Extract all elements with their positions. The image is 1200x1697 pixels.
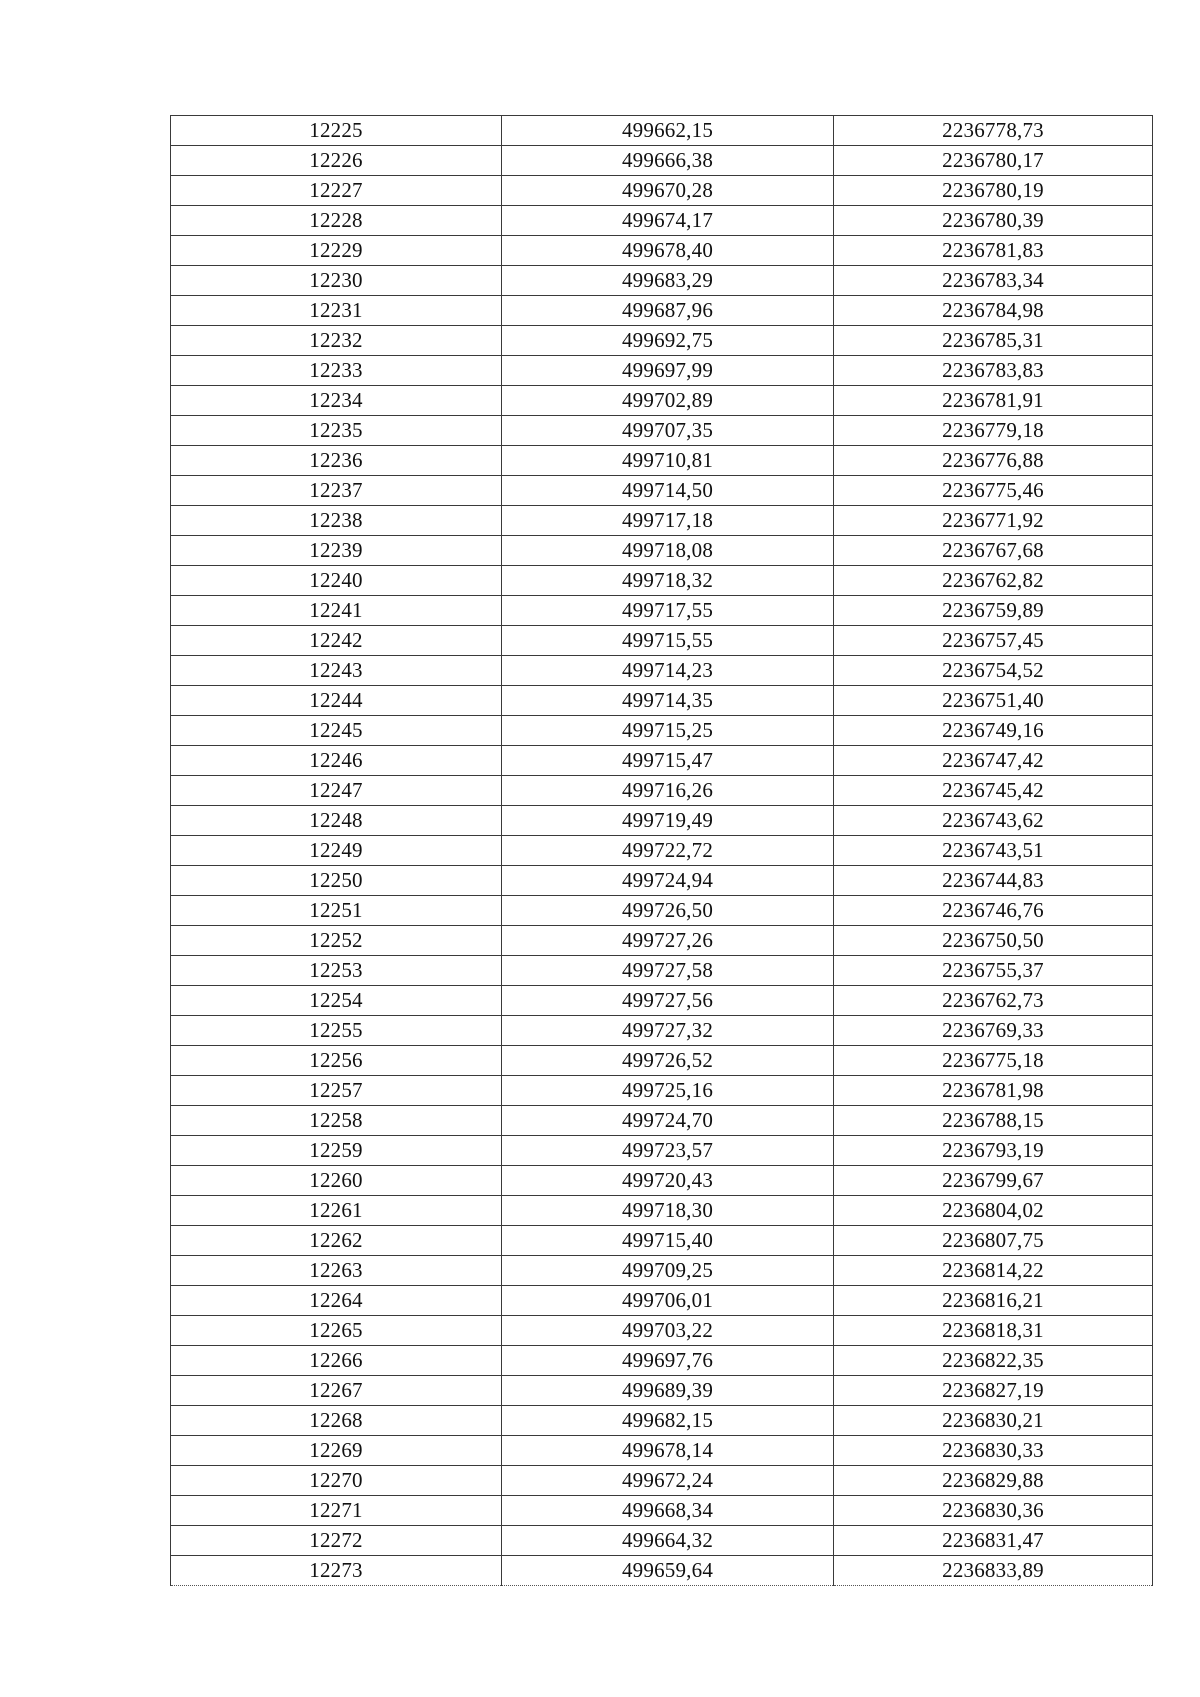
point-number-cell: 12253 [171, 956, 502, 986]
x-coordinate-cell: 499710,81 [502, 446, 834, 476]
point-number-cell: 12257 [171, 1076, 502, 1106]
x-coordinate-cell: 499678,40 [502, 236, 834, 266]
y-coordinate-cell: 2236822,35 [834, 1346, 1153, 1376]
point-number-cell: 12232 [171, 326, 502, 356]
y-coordinate-cell: 2236776,88 [834, 446, 1153, 476]
table-row [171, 806, 1153, 836]
table-row [171, 926, 1153, 956]
table-row [171, 416, 1153, 446]
table-row [171, 1526, 1153, 1556]
table-row [171, 1376, 1153, 1406]
x-coordinate-cell: 499727,56 [502, 986, 834, 1016]
y-coordinate-cell: 2236775,18 [834, 1046, 1153, 1076]
point-number-cell: 12240 [171, 566, 502, 596]
x-coordinate-cell: 499720,43 [502, 1166, 834, 1196]
x-coordinate-cell: 499718,32 [502, 566, 834, 596]
x-coordinate-cell: 499702,89 [502, 386, 834, 416]
y-coordinate-cell: 2236827,19 [834, 1376, 1153, 1406]
table-row [171, 836, 1153, 866]
point-number-cell: 12249 [171, 836, 502, 866]
y-coordinate-cell: 2236831,47 [834, 1526, 1153, 1556]
y-coordinate-cell: 2236784,98 [834, 296, 1153, 326]
x-coordinate-cell: 499718,30 [502, 1196, 834, 1226]
point-number-cell: 12270 [171, 1466, 502, 1496]
table-row [171, 1076, 1153, 1106]
table-row [171, 1436, 1153, 1466]
y-coordinate-cell: 2236775,46 [834, 476, 1153, 506]
point-number-cell: 12246 [171, 746, 502, 776]
point-number-cell: 12245 [171, 716, 502, 746]
x-coordinate-cell: 499697,99 [502, 356, 834, 386]
x-coordinate-cell: 499666,38 [502, 146, 834, 176]
table-row [171, 686, 1153, 716]
x-coordinate-cell: 499706,01 [502, 1286, 834, 1316]
x-coordinate-cell: 499718,08 [502, 536, 834, 566]
point-number-cell: 12273 [171, 1556, 502, 1586]
table-row [171, 176, 1153, 206]
y-coordinate-cell: 2236767,68 [834, 536, 1153, 566]
table-row [171, 1226, 1153, 1256]
table-row [171, 356, 1153, 386]
table-row [171, 1256, 1153, 1286]
y-coordinate-cell: 2236799,67 [834, 1166, 1153, 1196]
table-row [171, 266, 1153, 296]
y-coordinate-cell: 2236783,34 [834, 266, 1153, 296]
x-coordinate-cell: 499659,64 [502, 1556, 834, 1586]
y-coordinate-cell: 2236759,89 [834, 596, 1153, 626]
y-coordinate-cell: 2236830,21 [834, 1406, 1153, 1436]
y-coordinate-cell: 2236788,15 [834, 1106, 1153, 1136]
point-number-cell: 12250 [171, 866, 502, 896]
y-coordinate-cell: 2236755,37 [834, 956, 1153, 986]
y-coordinate-cell: 2236793,19 [834, 1136, 1153, 1166]
table-row [171, 236, 1153, 266]
y-coordinate-cell: 2236804,02 [834, 1196, 1153, 1226]
point-number-cell: 12225 [171, 116, 502, 146]
x-coordinate-cell: 499725,16 [502, 1076, 834, 1106]
table-row [171, 596, 1153, 626]
table-row [171, 1556, 1153, 1586]
x-coordinate-cell: 499670,28 [502, 176, 834, 206]
y-coordinate-cell: 2236762,82 [834, 566, 1153, 596]
y-coordinate-cell: 2236833,89 [834, 1556, 1153, 1586]
point-number-cell: 12227 [171, 176, 502, 206]
x-coordinate-cell: 499707,35 [502, 416, 834, 446]
y-coordinate-cell: 2236829,88 [834, 1466, 1153, 1496]
y-coordinate-cell: 2236778,73 [834, 116, 1153, 146]
x-coordinate-cell: 499717,55 [502, 596, 834, 626]
point-number-cell: 12237 [171, 476, 502, 506]
y-coordinate-cell: 2236785,31 [834, 326, 1153, 356]
y-coordinate-cell: 2236780,39 [834, 206, 1153, 236]
table-row [171, 476, 1153, 506]
table-row [171, 446, 1153, 476]
table-row [171, 896, 1153, 926]
y-coordinate-cell: 2236783,83 [834, 356, 1153, 386]
point-number-cell: 12262 [171, 1226, 502, 1256]
table-row [171, 866, 1153, 896]
point-number-cell: 12256 [171, 1046, 502, 1076]
table-row [171, 506, 1153, 536]
x-coordinate-cell: 499668,34 [502, 1496, 834, 1526]
point-number-cell: 12228 [171, 206, 502, 236]
x-coordinate-cell: 499683,29 [502, 266, 834, 296]
table-row [171, 1286, 1153, 1316]
table-row [171, 746, 1153, 776]
x-coordinate-cell: 499717,18 [502, 506, 834, 536]
y-coordinate-cell: 2236750,50 [834, 926, 1153, 956]
y-coordinate-cell: 2236746,76 [834, 896, 1153, 926]
x-coordinate-cell: 499727,26 [502, 926, 834, 956]
table-row [171, 1046, 1153, 1076]
x-coordinate-cell: 499714,35 [502, 686, 834, 716]
point-number-cell: 12263 [171, 1256, 502, 1286]
point-number-cell: 12230 [171, 266, 502, 296]
y-coordinate-cell: 2236780,19 [834, 176, 1153, 206]
x-coordinate-cell: 499719,49 [502, 806, 834, 836]
y-coordinate-cell: 2236754,52 [834, 656, 1153, 686]
y-coordinate-cell: 2236771,92 [834, 506, 1153, 536]
table-row [171, 986, 1153, 1016]
x-coordinate-cell: 499678,14 [502, 1436, 834, 1466]
table-row [171, 536, 1153, 566]
y-coordinate-cell: 2236743,62 [834, 806, 1153, 836]
point-number-cell: 12271 [171, 1496, 502, 1526]
coordinates-table-body [171, 116, 1153, 1586]
x-coordinate-cell: 499726,50 [502, 896, 834, 926]
x-coordinate-cell: 499723,57 [502, 1136, 834, 1166]
x-coordinate-cell: 499727,58 [502, 956, 834, 986]
x-coordinate-cell: 499709,25 [502, 1256, 834, 1286]
point-number-cell: 12268 [171, 1406, 502, 1436]
point-number-cell: 12269 [171, 1436, 502, 1466]
point-number-cell: 12234 [171, 386, 502, 416]
x-coordinate-cell: 499715,40 [502, 1226, 834, 1256]
y-coordinate-cell: 2236814,22 [834, 1256, 1153, 1286]
table-row [171, 626, 1153, 656]
point-number-cell: 12258 [171, 1106, 502, 1136]
y-coordinate-cell: 2236762,73 [834, 986, 1153, 1016]
x-coordinate-cell: 499692,75 [502, 326, 834, 356]
x-coordinate-cell: 499715,25 [502, 716, 834, 746]
table-row [171, 326, 1153, 356]
y-coordinate-cell: 2236830,36 [834, 1496, 1153, 1526]
point-number-cell: 12244 [171, 686, 502, 716]
y-coordinate-cell: 2236779,18 [834, 416, 1153, 446]
table-row [171, 1496, 1153, 1526]
y-coordinate-cell: 2236744,83 [834, 866, 1153, 896]
x-coordinate-cell: 499697,76 [502, 1346, 834, 1376]
table-row [171, 1316, 1153, 1346]
table-row [171, 1136, 1153, 1166]
point-number-cell: 12226 [171, 146, 502, 176]
x-coordinate-cell: 499703,22 [502, 1316, 834, 1346]
x-coordinate-cell: 499722,72 [502, 836, 834, 866]
y-coordinate-cell: 2236816,21 [834, 1286, 1153, 1316]
table-row [171, 1196, 1153, 1226]
point-number-cell: 12239 [171, 536, 502, 566]
x-coordinate-cell: 499727,32 [502, 1016, 834, 1046]
x-coordinate-cell: 499724,94 [502, 866, 834, 896]
table-row [171, 1466, 1153, 1496]
point-number-cell: 12247 [171, 776, 502, 806]
point-number-cell: 12233 [171, 356, 502, 386]
x-coordinate-cell: 499662,15 [502, 116, 834, 146]
point-number-cell: 12255 [171, 1016, 502, 1046]
y-coordinate-cell: 2236818,31 [834, 1316, 1153, 1346]
x-coordinate-cell: 499724,70 [502, 1106, 834, 1136]
table-row [171, 656, 1153, 686]
table-row [171, 386, 1153, 416]
y-coordinate-cell: 2236830,33 [834, 1436, 1153, 1466]
point-number-cell: 12238 [171, 506, 502, 536]
point-number-cell: 12254 [171, 986, 502, 1016]
point-number-cell: 12229 [171, 236, 502, 266]
point-number-cell: 12265 [171, 1316, 502, 1346]
table-row [171, 1166, 1153, 1196]
point-number-cell: 12236 [171, 446, 502, 476]
point-number-cell: 12243 [171, 656, 502, 686]
point-number-cell: 12235 [171, 416, 502, 446]
table-row [171, 146, 1153, 176]
coordinates-table [170, 115, 1153, 1586]
point-number-cell: 12264 [171, 1286, 502, 1316]
table-row [171, 1346, 1153, 1376]
x-coordinate-cell: 499715,55 [502, 626, 834, 656]
point-number-cell: 12261 [171, 1196, 502, 1226]
x-coordinate-cell: 499726,52 [502, 1046, 834, 1076]
x-coordinate-cell: 499682,15 [502, 1406, 834, 1436]
point-number-cell: 12251 [171, 896, 502, 926]
table-row [171, 776, 1153, 806]
point-number-cell: 12259 [171, 1136, 502, 1166]
y-coordinate-cell: 2236807,75 [834, 1226, 1153, 1256]
y-coordinate-cell: 2236747,42 [834, 746, 1153, 776]
table-row [171, 716, 1153, 746]
y-coordinate-cell: 2236769,33 [834, 1016, 1153, 1046]
table-row [171, 206, 1153, 236]
point-number-cell: 12266 [171, 1346, 502, 1376]
y-coordinate-cell: 2236780,17 [834, 146, 1153, 176]
point-number-cell: 12260 [171, 1166, 502, 1196]
point-number-cell: 12248 [171, 806, 502, 836]
table-row [171, 956, 1153, 986]
x-coordinate-cell: 499715,47 [502, 746, 834, 776]
point-number-cell: 12241 [171, 596, 502, 626]
x-coordinate-cell: 499689,39 [502, 1376, 834, 1406]
x-coordinate-cell: 499714,23 [502, 656, 834, 686]
x-coordinate-cell: 499687,96 [502, 296, 834, 326]
table-row [171, 296, 1153, 326]
point-number-cell: 12267 [171, 1376, 502, 1406]
y-coordinate-cell: 2236781,91 [834, 386, 1153, 416]
point-number-cell: 12252 [171, 926, 502, 956]
y-coordinate-cell: 2236757,45 [834, 626, 1153, 656]
y-coordinate-cell: 2236749,16 [834, 716, 1153, 746]
x-coordinate-cell: 499674,17 [502, 206, 834, 236]
table-row [171, 1406, 1153, 1436]
x-coordinate-cell: 499716,26 [502, 776, 834, 806]
table-row [171, 566, 1153, 596]
table-row [171, 1106, 1153, 1136]
table-row [171, 116, 1153, 146]
y-coordinate-cell: 2236781,98 [834, 1076, 1153, 1106]
table-row [171, 1016, 1153, 1046]
y-coordinate-cell: 2236751,40 [834, 686, 1153, 716]
point-number-cell: 12272 [171, 1526, 502, 1556]
y-coordinate-cell: 2236743,51 [834, 836, 1153, 866]
y-coordinate-cell: 2236745,42 [834, 776, 1153, 806]
x-coordinate-cell: 499672,24 [502, 1466, 834, 1496]
point-number-cell: 12231 [171, 296, 502, 326]
x-coordinate-cell: 499714,50 [502, 476, 834, 506]
y-coordinate-cell: 2236781,83 [834, 236, 1153, 266]
x-coordinate-cell: 499664,32 [502, 1526, 834, 1556]
point-number-cell: 12242 [171, 626, 502, 656]
